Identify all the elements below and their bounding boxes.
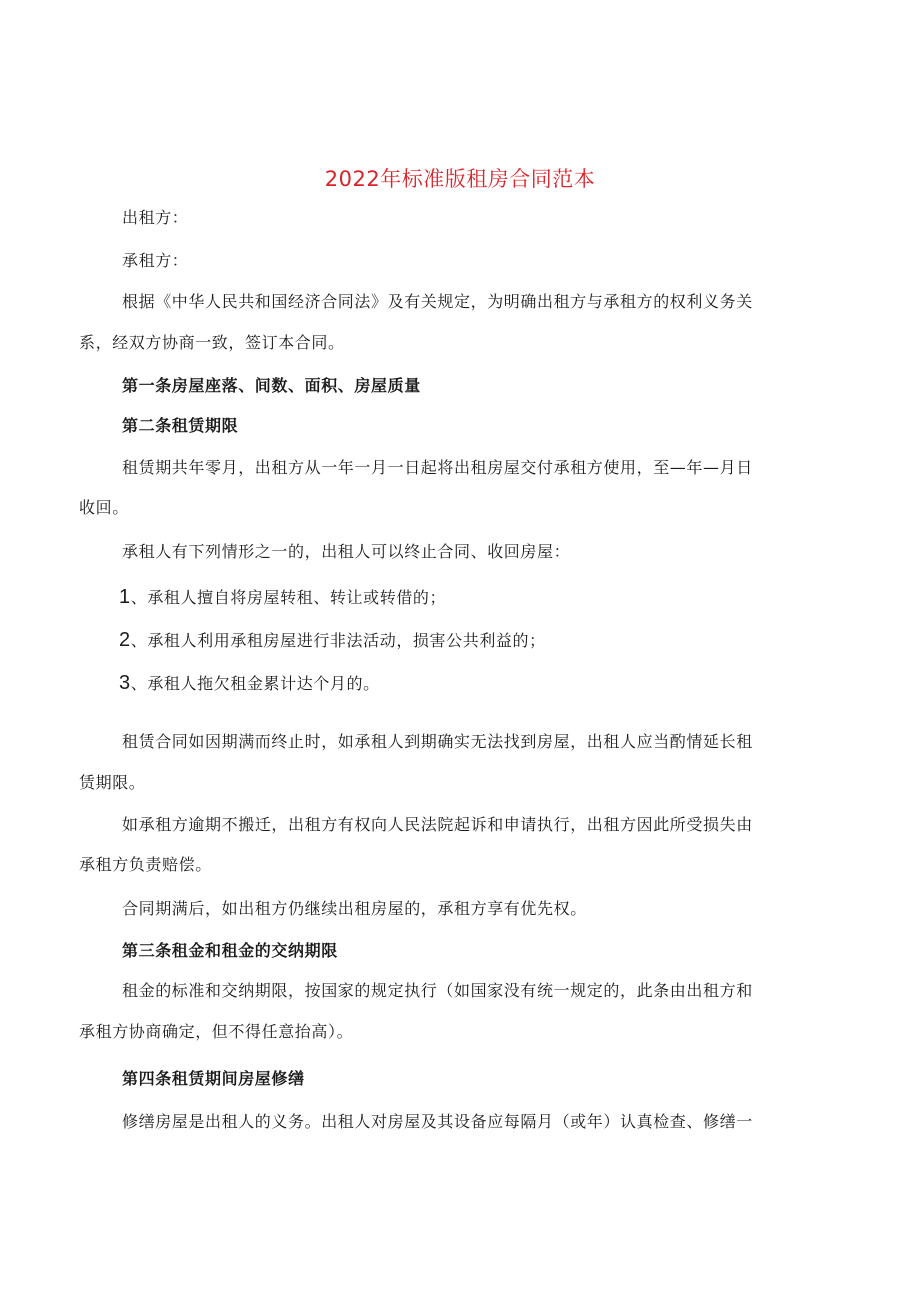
article-2-heading: 第二条租赁期限	[122, 416, 239, 435]
list-item-text: 、承租人擅自将房屋转租、转让或转借的；	[130, 588, 447, 607]
list-item	[119, 670, 839, 697]
list-item-number: 3	[119, 672, 131, 694]
article-2-paragraph-3-line-2: 赁期限。	[79, 773, 146, 792]
article-2-paragraph-2: 承租人有下列情形之一的，出租人可以终止合同、收回房屋：	[122, 542, 571, 561]
article-2-paragraph-4-line-2: 承租方负责赔偿。	[79, 855, 212, 874]
article-4-paragraph-1-line-1: 修缮房屋是出租人的义务。出租人对房屋及其设备应每隔月（或年）认真检查、修缮一	[122, 1112, 753, 1131]
article-2-paragraph-5: 合同期满后，如出租方仍继续出租房屋的，承租方享有优先权。	[122, 899, 587, 918]
document-title: 2022年标准版租房合同范本	[324, 167, 596, 191]
list-item-text: 、承租人利用承租房屋进行非法活动，损害公共利益的；	[130, 631, 546, 650]
preamble-line-2: 系，经双方协商一致，签订本合同。	[79, 333, 345, 352]
article-2-paragraph-1-line-2: 收回。	[79, 498, 129, 517]
article-3-paragraph-1-line-2: 承租方协商确定，但不得任意抬高）。	[79, 1022, 354, 1041]
article-1-heading: 第一条房屋座落、间数、面积、房屋质量	[122, 376, 421, 395]
article-3-heading: 第三条租金和租金的交纳期限	[122, 941, 338, 960]
list-item-number: 2	[119, 629, 131, 651]
lessee-label: 承租方：	[122, 251, 189, 270]
article-4-heading: 第四条租赁期间房屋修缮	[122, 1069, 305, 1088]
list-item	[119, 627, 839, 654]
list-item-text: 、承租人拖欠租金累计达个月的。	[130, 674, 380, 693]
article-3-paragraph-1-line-1: 租金的标准和交纳期限，按国家的规定执行（如国家没有统一规定的，此条由出租方和	[122, 981, 753, 1000]
lessor-label: 出租方：	[122, 208, 189, 227]
list-item	[119, 584, 839, 611]
article-2-paragraph-3-line-1: 租赁合同如因期满而终止时，如承租人到期确实无法找到房屋，出租人应当酌情延长租	[122, 732, 753, 751]
article-2-paragraph-1-line-1: 租赁期共年零月，出租方从一年一月一日起将出租房屋交付承租方使用，至—年—月日	[122, 458, 753, 477]
list-item-number: 1	[119, 586, 131, 608]
preamble-line-1: 根据《中华人民共和国经济合同法》及有关规定，为明确出租方与承租方的权利义务关	[122, 292, 753, 311]
article-2-paragraph-4-line-1: 如承租方逾期不搬迁，出租方有权向人民法院起诉和申请执行，出租方因此所受损失由	[122, 815, 753, 834]
